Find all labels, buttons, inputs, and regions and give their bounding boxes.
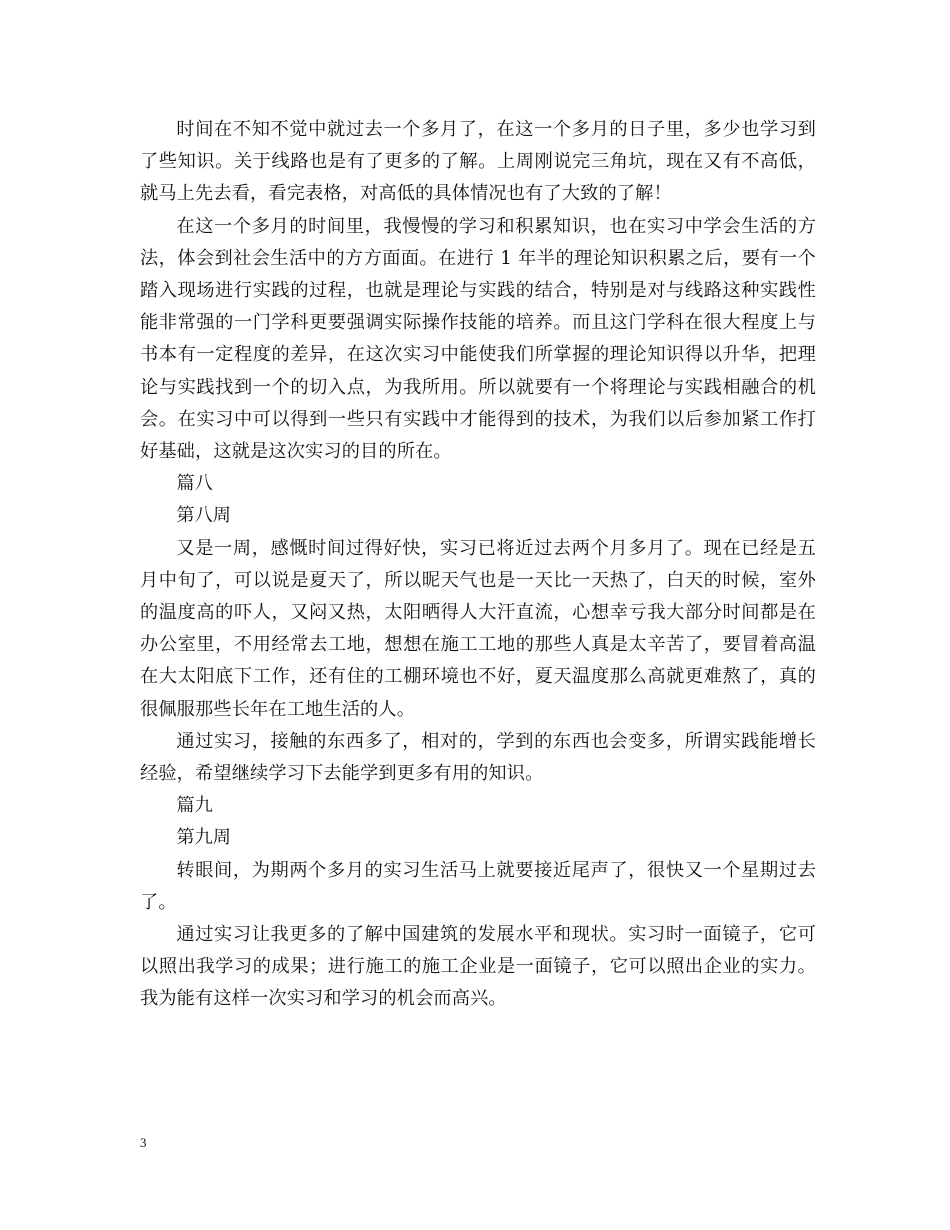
- page-number: 3: [140, 1135, 147, 1150]
- paragraph: 通过实习让我更多的了解中国建筑的发展水平和现状。实习时一面镜子，它可以照出我学习的成果；进行施工的施工企业是一面镜子，它可以照出企业的实力。我为能有这样一次实习和学习的机会而高兴。: [140, 924, 816, 1010]
- week-heading: 第九周: [176, 827, 231, 849]
- week-heading: 第八周: [176, 505, 231, 527]
- paragraph: 又是一周，感慨时间过得好快，实习已将近过去两个月多月了。现在已经是五月中旬了，可以说是夏天了，所以昵天气也是一天比一天热了，白天的时候，室外的温度高的吓人，又闷又热，太阳晒得人大汗直流，心想幸亏我大部分时间都是在办公室里，不用经常去工地，想想在施工工地的那些人真是太辛苦了，要冒着高温在大太阳底下工作，还有住的工棚环境也不好，夏天温度那么高就更难熬了，真的很佩服那些长年在工地生活的人。: [140, 537, 816, 720]
- section-heading: 篇九: [176, 795, 213, 817]
- document-page: [140, 114, 816, 1016]
- paragraph: 通过实习，接触的东西多了，相对的，学到的东西也会变多，所谓实践能增长经验，希望继续学习下去能学到更多有用的知识。: [140, 730, 816, 785]
- paragraph: 时间在不知不觉中就过去一个多月了，在这一个多月的日子里，多少也学习到了些知识。关于线路也是有了更多的了解。上周刚说完三角坑，现在又有不高低，就马上先去看，看完表格，对高低的具体情况也有了大致的了解！: [140, 119, 816, 205]
- paragraph: 转眼间，为期两个多月的实习生活马上就要接近尾声了，很快又一个星期过去了。: [140, 859, 816, 913]
- paragraph: 在这一个多月的时间里，我慢慢的学习和积累知识，也在实习中学会生活的方法，体会到社会生活中的方方面面。在进行 1 年半的理论知识积累之后，要有一个踏入现场进行实践的过程，也就是理论与实践的结合，特别是对与线路这种实践性能非常强的一门学科更要强调实际操作技能的培养。而且这门学科在很大程度上与书本有一定程度的差异，在这次实习中能使我们所掌握的理论知识得以升华，把理论与实践找到一个的切入点，为我所用。所以就要有一个将理论与实践相融合的机会。在实习中可以得到一些只有实践中才能得到的技术，为我们以后参加紧工作打好基础，这就是这次实习的目的所在。: [140, 215, 816, 463]
- section-heading: 篇八: [176, 473, 213, 495]
